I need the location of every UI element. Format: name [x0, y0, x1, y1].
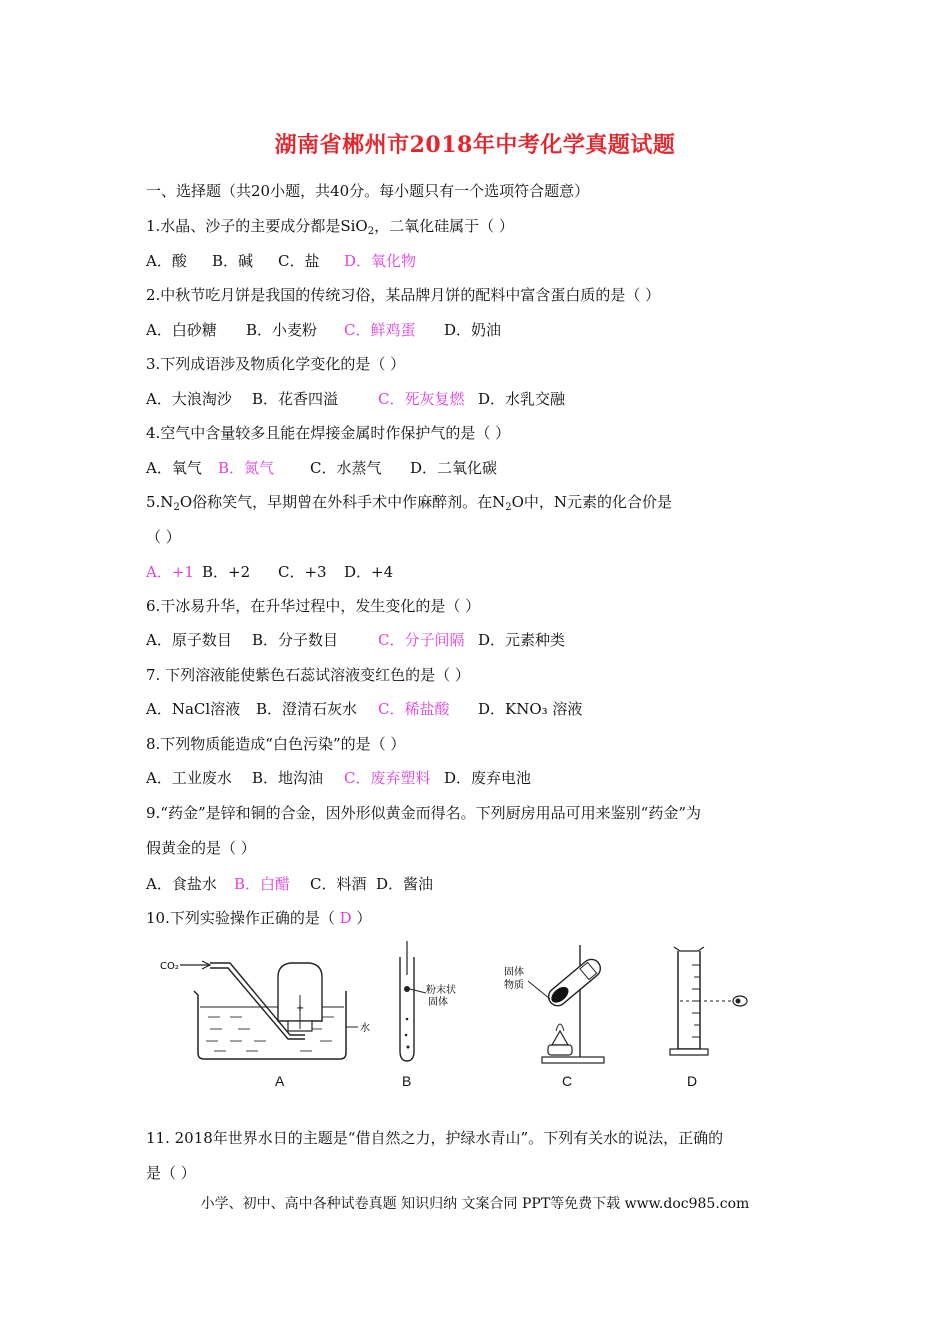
option-d: D．水乳交融	[478, 390, 566, 408]
question-6-options	[146, 630, 565, 650]
option-d: D．酱油	[376, 875, 434, 893]
option-c: C．料酒	[310, 875, 367, 893]
experiment-figure	[150, 935, 760, 1095]
option-b: B．澄清石灰水	[256, 700, 358, 718]
question-2-options	[146, 320, 501, 340]
option-a-answer: A．+1	[146, 563, 194, 581]
option-c-answer: C．死灰复燃	[378, 390, 465, 408]
page-title: 湖南省郴州市2018年中考化学真题试题	[274, 132, 676, 158]
option-a: A．氧气	[146, 459, 202, 477]
question-10-answer: D	[334, 909, 357, 927]
question-9-options	[146, 874, 433, 894]
question-7-stem: 7. 下列溶液能使紫色石蕊试溶液变红色的是（ ）	[146, 666, 470, 684]
option-d: D．废弃电池	[444, 769, 532, 787]
option-a: A．工业废水	[146, 769, 232, 787]
label-c: C	[562, 1073, 573, 1089]
substance-label: 物质	[504, 980, 524, 991]
apparatus-d	[660, 935, 760, 1070]
footer-text: 小学、初中、高中各种试卷真题 知识归纳 文案合同 PPT等免费下载 www.doc985.com	[200, 1196, 750, 1212]
apparatus-c	[500, 935, 630, 1070]
question-1-stem: 1.水晶、沙子的主要成分都是SiO$_2$，二氧化硅属于（ ）	[146, 217, 514, 237]
solid-label-c: 固体	[504, 967, 524, 978]
question-6-stem: 6.干冰易升华，在升华过程中，发生变化的是（ ）	[146, 597, 481, 615]
question-3-stem: 3.下列成语涉及物质化学变化的是（ ）	[146, 355, 406, 373]
option-a: A．原子数目	[146, 631, 232, 649]
solid-label-b: 固体	[428, 997, 448, 1008]
option-a: A．白砂糖	[146, 321, 217, 339]
question-9-stem-line2: 假黄金的是（ ）	[146, 839, 256, 857]
option-c: C．水蒸气	[310, 459, 382, 477]
label-a: A	[275, 1073, 285, 1089]
question-7-options	[146, 699, 582, 719]
option-b: B．小麦粉	[246, 321, 318, 339]
option-d-answer: D．氧化物	[344, 252, 417, 270]
question-4-stem: 4.空气中含量较多且能在焊接金属时作保护气的是（ ）	[146, 424, 511, 442]
option-a: A．大浪淘沙	[146, 390, 232, 408]
label-d: D	[687, 1073, 698, 1089]
section-heading: 一、选择题（共20小题，共40分。每小题只有一个选项符合题意）	[146, 182, 590, 200]
svg-text:+: +	[296, 1003, 305, 1014]
option-b: B．碱	[212, 252, 254, 270]
question-4-options	[146, 458, 497, 478]
option-a: A．食盐水	[146, 875, 217, 893]
question-5-stem-line2: （ ）	[146, 528, 181, 546]
option-c-answer: C．稀盐酸	[378, 700, 450, 718]
option-b: B．+2	[202, 563, 251, 581]
question-8-options	[146, 768, 531, 788]
option-d: D．+4	[344, 563, 394, 581]
apparatus-b	[392, 935, 482, 1070]
option-c-answer: C．分子间隔	[378, 631, 465, 649]
apparatus-a	[150, 935, 380, 1070]
option-d: D．奶油	[444, 321, 502, 339]
option-a: A．NaCl溶液	[146, 700, 241, 718]
question-10-stem: 10.下列实验操作正确的是（ D ）	[146, 909, 372, 927]
label-b: B	[402, 1073, 412, 1089]
option-b: B．花香四溢	[252, 390, 339, 408]
powder-label: 粉末状	[426, 985, 456, 996]
option-d: D．二氧化碳	[410, 459, 498, 477]
question-5-options	[146, 562, 393, 582]
option-b: B．地沟油	[252, 769, 324, 787]
question-9-stem: 9.“药金”是锌和铜的合金，因外形似黄金而得名。下列厨房用品可用来鉴别“药金”为	[146, 804, 701, 822]
option-b-answer: B．氮气	[218, 459, 275, 477]
option-d: D．KNO₃ 溶液	[478, 700, 583, 718]
option-c: C．+3	[278, 563, 327, 581]
question-1-options	[146, 251, 416, 271]
question-8-stem: 8.下列物质能造成“白色污染”的是（ ）	[146, 735, 406, 753]
option-c: C．盐	[278, 252, 320, 270]
option-a: A．酸	[146, 252, 187, 270]
option-c-answer: C．废弃塑料	[344, 769, 431, 787]
option-b: B．分子数目	[252, 631, 339, 649]
question-2-stem: 2.中秋节吃月饼是我国的传统习俗，某品牌月饼的配料中富含蛋白质的是（ ）	[146, 286, 661, 304]
option-c-answer: C．鲜鸡蛋	[344, 321, 416, 339]
question-5-stem: $5.N_2O$俗称笑气，早期曾在外科手术中作麻醉剂。在$N_2O$中，N元素的化合价是	[146, 493, 673, 513]
option-d: D．元素种类	[478, 631, 566, 649]
co2-label: CO₂	[160, 961, 179, 972]
option-b-answer: B．白醋	[234, 875, 291, 893]
question-11-stem-line2: 是（ ）	[146, 1164, 196, 1182]
water-label: 水	[360, 1023, 370, 1034]
question-11-stem: 11. 2018年世界水日的主题是“借自然之力，护绿水青山”。下列有关水的说法，正确的	[146, 1129, 724, 1147]
question-3-options	[146, 389, 565, 409]
